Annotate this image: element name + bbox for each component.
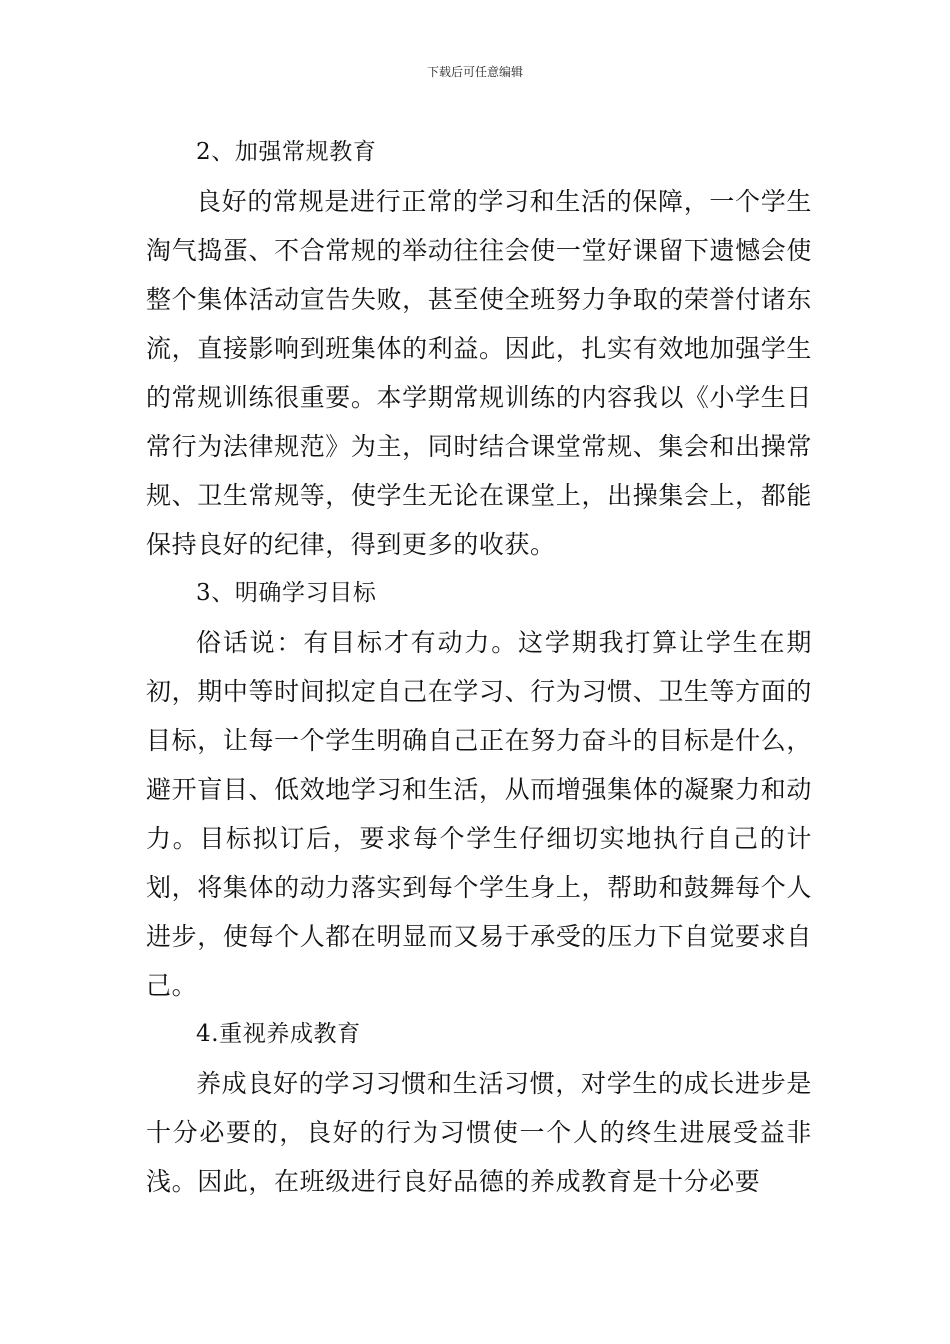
section-heading-2: 2、加强常规教育 xyxy=(196,139,377,165)
section-heading-4: 4.重视养成教育 xyxy=(196,1021,361,1047)
section-paragraph-2: 良好的常规是进行正常的学习和生活的保障，一个学生淘气捣蛋、不合常规的举动往往会使一堂好课留下遗憾会使整个集体活动宣告失败，甚至使全班努力争取的荣誉付诸东流，直接影响到班集体的利益。因此，扎实有效地加强学生的常规训练很重要。本学期常规训练的内容我以《小学生日常行为法律规范》为主，同时结合课堂常规、集会和出操常规、卫生常规等，使学生无论在课堂上，出操集会上，都能保持良好的纪律，得到更多的收获。 xyxy=(146,187,812,559)
page-header: 下载后可任意编辑 xyxy=(426,65,523,79)
section-paragraph-4: 养成良好的学习习惯和生活习惯，对学生的成长进步是十分必要的，良好的行为习惯使一个人的终生进展受益非浅。因此，在班级进行良好品德的养成教育是十分必要 xyxy=(146,1069,812,1196)
section-heading-3: 3、明确学习目标 xyxy=(196,580,377,606)
document-body xyxy=(146,128,812,1206)
section-paragraph-3: 俗话说：有目标才有动力。这学期我打算让学生在期初，期中等时间拟定自己在学习、行为习惯、卫生等方面的目标，让每一个学生明确自己正在努力奋斗的目标是什么，避开盲目、低效地学习和生活，从而增强集体的凝聚力和动力。目标拟订后，要求每个学生仔细切实地执行自己的计划，将集体的动力落实到每个学生身上，帮助和鼓舞每个人进步，使每个人都在明显而又易于承受的压力下自觉要求自己。 xyxy=(146,628,812,1000)
